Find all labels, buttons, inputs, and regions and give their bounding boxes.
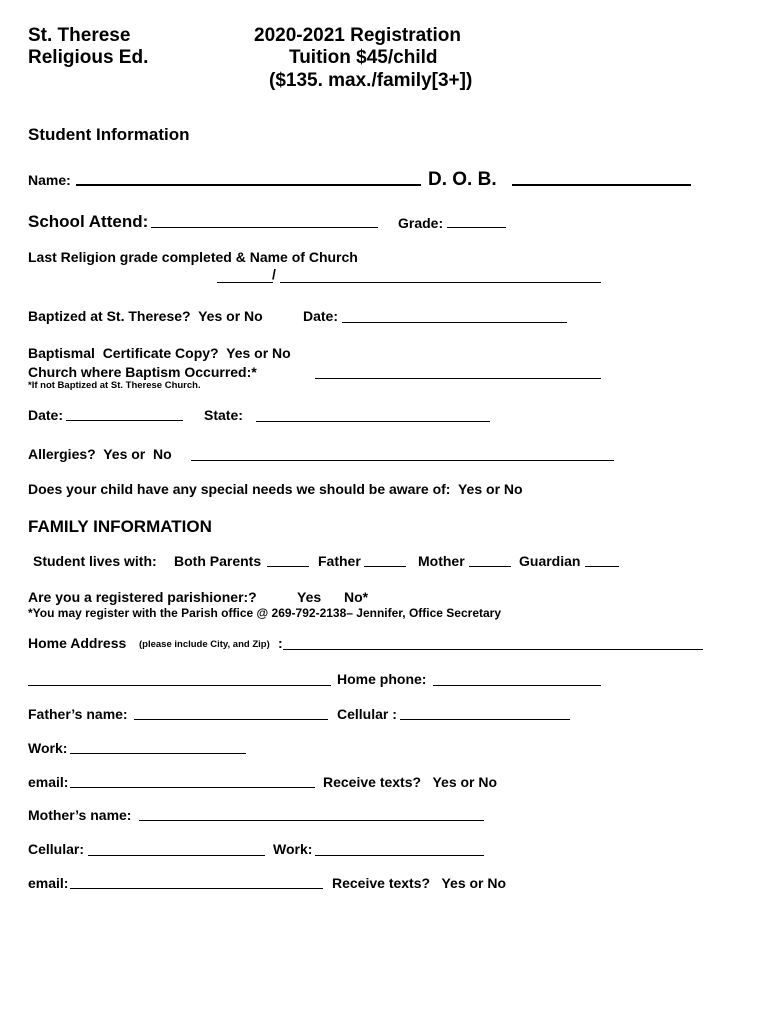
name-label: Name: (28, 172, 71, 188)
home-address-label: Home Address (28, 635, 127, 651)
mother-name-field[interactable] (139, 820, 484, 821)
tuition-max-line: ($135. max./family[3+]) (269, 70, 473, 91)
register-note: *You may register with the Parish office @ 269-792-2138– Jennifer, Office Secretary (28, 606, 502, 620)
father-cellular-field[interactable] (400, 719, 570, 720)
school-label: School Attend: (28, 212, 149, 231)
both-parents-field[interactable] (267, 566, 309, 567)
allergies-field[interactable] (191, 460, 614, 461)
dob-label: D. O. B. (428, 169, 497, 190)
lives-with-label: Student lives with: (33, 553, 157, 569)
state-field[interactable] (256, 421, 490, 422)
father-receive-texts: Receive texts? Yes or No (323, 774, 498, 790)
org-name-line2: Religious Ed. (28, 47, 149, 68)
last-church-name-field[interactable] (280, 282, 601, 283)
grade-label: Grade: (398, 215, 444, 231)
father-work-label: Work: (28, 740, 68, 756)
mother-cellular-label: Cellular: (28, 841, 85, 857)
home-phone-field[interactable] (433, 685, 601, 686)
home-address-field[interactable] (283, 649, 703, 650)
dob-field[interactable] (512, 184, 691, 186)
mother-cellular-field[interactable] (88, 855, 265, 856)
father-name-label: Father’s name: (28, 706, 128, 722)
home-phone-label: Home phone: (337, 671, 427, 687)
registered-question: Are you a registered parishioner:? (28, 589, 257, 605)
school-field[interactable] (151, 227, 378, 228)
registered-no[interactable]: No* (344, 589, 369, 605)
student-section-title: Student Information (28, 125, 190, 144)
baptized-date-field[interactable] (342, 322, 567, 323)
home-address-line2-field[interactable] (28, 685, 331, 686)
date-field[interactable] (66, 420, 183, 421)
family-section-title: FAMILY INFORMATION (28, 517, 212, 536)
church-note: *If not Baptized at St. Therese Church. (28, 380, 201, 391)
mother-receive-texts: Receive texts? Yes or No (332, 875, 507, 891)
church-baptism-label: Church where Baptism Occurred:* (28, 364, 257, 380)
last-religion-grade-field[interactable] (217, 282, 273, 283)
lives-with-mother: Mother (418, 553, 465, 569)
form-title: 2020-2021 Registration (254, 25, 461, 46)
allergies-label: Allergies? Yes or No (28, 446, 172, 462)
certificate-question: Baptismal Certificate Copy? Yes or No (28, 345, 291, 361)
mother-email-label: email: (28, 875, 69, 891)
mother-name-label: Mother’s name: (28, 807, 132, 823)
mother-field[interactable] (469, 566, 511, 567)
church-baptism-field[interactable] (315, 378, 601, 379)
home-address-colon: : (278, 635, 283, 651)
guardian-field[interactable] (585, 566, 619, 567)
baptized-date-label: Date: (303, 308, 339, 324)
name-field[interactable] (76, 184, 421, 186)
father-field[interactable] (364, 566, 406, 567)
baptized-question: Baptized at St. Therese? Yes or No (28, 308, 263, 324)
lives-with-both-parents: Both Parents (174, 553, 262, 569)
grade-field[interactable] (447, 227, 506, 228)
father-name-field[interactable] (134, 719, 328, 720)
state-label: State: (204, 407, 243, 423)
registered-yes[interactable]: Yes (297, 589, 322, 605)
father-email-label: email: (28, 774, 69, 790)
father-cellular-label: Cellular : (337, 706, 397, 722)
slash-separator: / (272, 266, 276, 282)
special-needs-label: Does your child have any special needs we should be aware of: Yes or No (28, 481, 523, 497)
org-name-line1: St. Therese (28, 25, 131, 46)
date-label: Date: (28, 407, 64, 423)
last-religion-label: Last Religion grade completed & Name of Church (28, 249, 358, 265)
father-email-field[interactable] (70, 787, 315, 788)
mother-work-label: Work: (273, 841, 313, 857)
tuition-line: Tuition $45/child (289, 47, 438, 68)
father-work-field[interactable] (70, 753, 246, 754)
lives-with-guardian: Guardian (519, 553, 581, 569)
mother-work-field[interactable] (315, 855, 484, 856)
home-address-note: (please include City, and Zip) (139, 639, 270, 650)
mother-email-field[interactable] (70, 888, 323, 889)
lives-with-father: Father (318, 553, 361, 569)
